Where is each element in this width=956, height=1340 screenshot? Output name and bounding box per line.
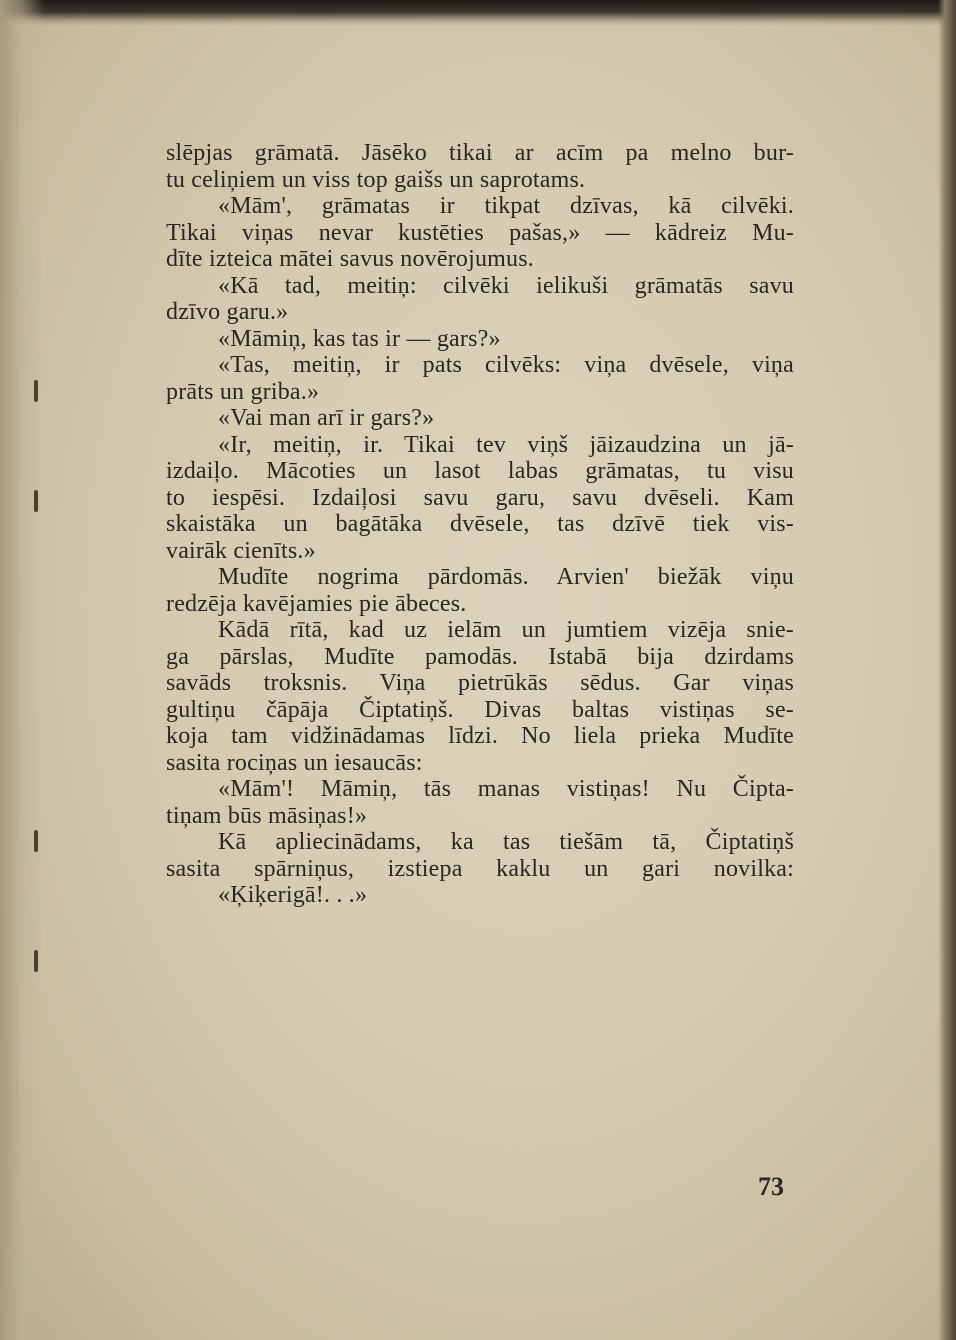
text-line: «Mām', grāmatas ir tikpat dzīvas, kā cilvēki. xyxy=(218,193,794,219)
binding-stitch xyxy=(34,830,38,852)
text-line: savāds troksnis. Viņa pietrūkās sēdus. Gar viņas xyxy=(166,670,794,696)
text-line: tu celiņiem un viss top gaišs un saprotams. xyxy=(166,166,586,193)
page-number: 73 xyxy=(758,1172,784,1201)
text-line: «Vai man arī ir gars?» xyxy=(218,405,435,431)
text-line: sasita rociņas un iesaucās: xyxy=(166,749,423,776)
text-line: «Ir, meitiņ, ir. Tikai tev viņš jāizaudzina un jā- xyxy=(218,431,794,458)
text-line: Kādā rītā, kad uz ielām un jumtiem vizēja snie- xyxy=(218,617,794,643)
text-line: «Ķiķerigā!. . .» xyxy=(218,882,368,908)
top-shadow xyxy=(0,0,956,26)
binding-stitch xyxy=(34,380,38,402)
text-line: ga pārslas, Mudīte pamodās. Istabā bija dzirdams xyxy=(166,643,794,670)
text-line: «Tas, meitiņ, ir pats cilvēks: viņa dvēsele, viņa xyxy=(218,352,794,378)
text-line: slēpjas grāmatā. Jāsēko tikai ar acīm pa melno bur- xyxy=(166,140,794,166)
text-line: skaistāka un bagātāka dvēsele, tas dzīvē tiek vis- xyxy=(166,511,794,537)
text-line: sasita spārniņus, izstiepa kaklu un gari novilka: xyxy=(166,855,794,882)
text-line: vairāk cienīts.» xyxy=(166,537,316,564)
text-line: dzīvo garu.» xyxy=(166,299,289,325)
text-line: to iespēsi. Izdaiļosi savu garu, savu dvēseli. Kam xyxy=(166,484,794,511)
text-line: Kā apliecinādams, ka tas tiešām tā, Čiptatiņš xyxy=(218,829,794,855)
text-line: «Kā tad, meitiņ: cilvēki ielikuši grāmatās savu xyxy=(218,272,794,299)
text-line: izdaiļo. Mācoties un lasot labas grāmatas, tu visu xyxy=(166,458,794,484)
text-line: Tikai viņas nevar kustēties pašas,» — kādreiz Mu- xyxy=(166,219,794,246)
binding-stitch xyxy=(34,950,38,972)
body-text xyxy=(166,140,794,909)
text-line: Mudīte nogrima pārdomās. Arvien' biežāk viņu xyxy=(218,564,794,590)
text-line: «Māmiņ, kas tas ir — gars?» xyxy=(218,325,501,352)
text-line: gultiņu čāpāja Čiptatiņš. Divas baltas vistiņas se- xyxy=(166,696,794,723)
page-edge xyxy=(938,0,956,1340)
binding-spine xyxy=(0,0,44,1340)
text-line: redzēja kavējamies pie ābeces. xyxy=(166,590,467,617)
binding-stitch xyxy=(34,490,38,512)
text-line: prāts un griba.» xyxy=(166,378,320,405)
text-line: «Mām'! Māmiņ, tās manas vistiņas! Nu Čipta- xyxy=(218,776,794,802)
text-line: koja tam vidžinādamas līdzi. No liela prieka Mudīte xyxy=(166,723,794,749)
text-line: dīte izteica mātei savus novērojumus. xyxy=(166,246,534,272)
text-line: tiņam būs māsiņas!» xyxy=(166,802,368,829)
